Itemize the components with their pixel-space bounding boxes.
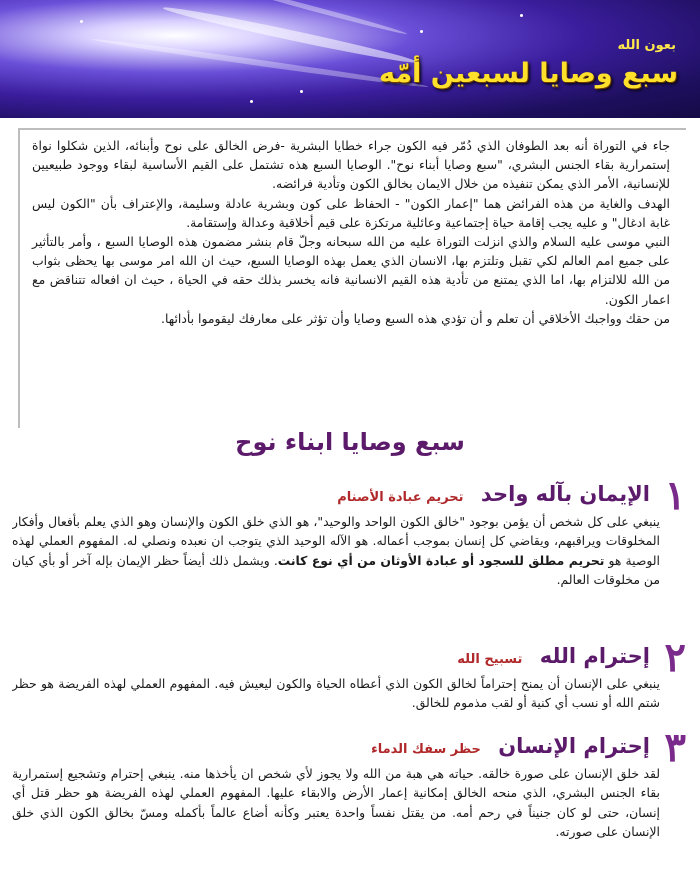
star xyxy=(250,100,253,103)
intro-paragraph: جاء في التوراة أنه بعد الطوفان الذي دُمّر فيه الكون جراء خطايا البشرية -فرض الخالق على نوح وأبنائه، الذين شكلوا نواة إستمرارية بقاء الجنس البشري، "سبع وصايا أبناء نوح". الوصايا السبع هذه تشتمل على القيم الأساسية لبقاء ووجود طبيعيين للإنسانية، الأمر الذي يمكن تنفيذه من خلال الايمان بخالق الكون وتأدية فرائضه. xyxy=(32,138,670,192)
section-title: سبع وصايا ابناء نوح xyxy=(235,428,465,456)
commandment-header xyxy=(12,732,686,771)
commandment-title-text: الإيمان بآله واحد xyxy=(480,482,650,506)
commandment-body xyxy=(12,512,660,590)
commandment-number: ٢ xyxy=(664,642,686,681)
commandment-title xyxy=(337,482,650,506)
intro-paragraph: من حقك وواجبك الأخلاقي أن تعلم و أن تؤدي هذه السبع وصايا وأن تؤثر على معارفك ليقوموا بأدائها. xyxy=(161,310,670,326)
commandment-2 xyxy=(12,642,686,722)
commandment-header xyxy=(12,480,686,519)
commandment-title xyxy=(371,734,650,758)
commandment-title-text: إحترام الله xyxy=(539,644,650,668)
commandment-number: ٣ xyxy=(664,732,686,771)
intro-paragraph: الهدف والغاية من هذه الفرائض هما "إعمار الكون" - الحفاظ على كون وبشرية عادلة وسليمة، والإعتراف بأن "الكون ليس غابة ادغال" و عليه يجب إقامة حياة إجتماعية وعائلية مرتكزة على قيم أخلاقية وعدالة وإستقامة. xyxy=(32,195,670,230)
commandment-1 xyxy=(12,480,686,630)
commandment-subtitle: تحريم عبادة الأصنام xyxy=(337,490,464,505)
commandment-title xyxy=(457,644,650,668)
star xyxy=(300,90,303,93)
commandment-header xyxy=(12,642,686,681)
commandment-title-text: إحترام الإنسان xyxy=(498,734,650,758)
commandment-body-bold: تحريم مطلق للسجود أو عبادة الأوثان من أي نوع كانت xyxy=(277,552,605,568)
commandment-body-text: . ويشمل ذلك أيضاً حظر الإيمان بإله آخر أو بأي كيان من مخلوقات العالم. xyxy=(12,552,660,588)
star xyxy=(520,14,523,17)
header-banner xyxy=(0,0,700,118)
star xyxy=(80,20,83,23)
star xyxy=(420,30,423,33)
intro-text-block xyxy=(18,128,686,428)
commandment-number: ١ xyxy=(664,480,686,519)
commandment-body: لقد خلق الإنسان على صورة خالقه. حياته هي هبة من الله ولا يجوز لأي شخص ان يأخذها منه. ينبغي إحترام وتشجيع إستمرارية بقاء الجنس البشري، الذي منحه الخالق إمكانية إعمار الأرض والابقاء عليها. المفهوم العملي لهذه الفريضة هو حظر قتل أي إنسان، حتى لو كان جنيناً في رحم أمه. من يقتل نفساً واحدة يعتبر وكأنه أضاع عالماً بأكمله ومسّ بخالق الكون الذي خلق الإنسان على صورته. xyxy=(12,766,660,840)
commandment-subtitle: حظر سفك الدماء xyxy=(371,742,481,757)
commandment-subtitle: تسبيح الله xyxy=(457,652,523,667)
commandment-body-text: ينبغي على كل شخص أن يؤمن بوجود "خالق الكون الواحد والوحيد"، هو الذي خلق الكون والإنسان وهو الذي يعلم بأفعال وأفكار المخلوقات ويراقبهم، ويقاضي كل إنسان بموجب أعماله. هو الآله الوحيد الذي يتوجب ان نعبده ونصلي له. المفهوم العملي لهذه الوصية هو xyxy=(12,514,660,568)
banner-subtitle: بعون الله xyxy=(617,38,676,53)
intro-paragraph: النبي موسى عليه السلام والذي انزلت التوراة عليه من الله سبحانه وجلّ قام بنشر مضمون هذه الوصايا السبع ، وأمر بالتأثير على جميع امم العالم لكي تقبل وتلتزم بها، الانسان الذي يعمل بهذه الوصايا السبع، حيث ان الله امر موسى بها يحظى بثواب من الله للالتزام بها، اما الذي يمتنع من تأدية هذه القيم الانسانية فانه يخسر بذلك حقه في الحياة ، حيث ان افعاله تتناقض مع اعمار الكون. xyxy=(32,234,670,307)
commandment-body: ينبغي على الإنسان أن يمنح إحتراماً لخالق الكون الذي أعطاه الحياة والكون ليعيش فيه. المفهوم العملي لهذه الفريضة هو حظر شتم الله أو نسب أي كنية أو لقب مذموم للخالق. xyxy=(12,676,660,711)
commandment-3 xyxy=(12,732,686,888)
banner-title: سبع وصايا لسبعين أمّه xyxy=(378,58,678,89)
